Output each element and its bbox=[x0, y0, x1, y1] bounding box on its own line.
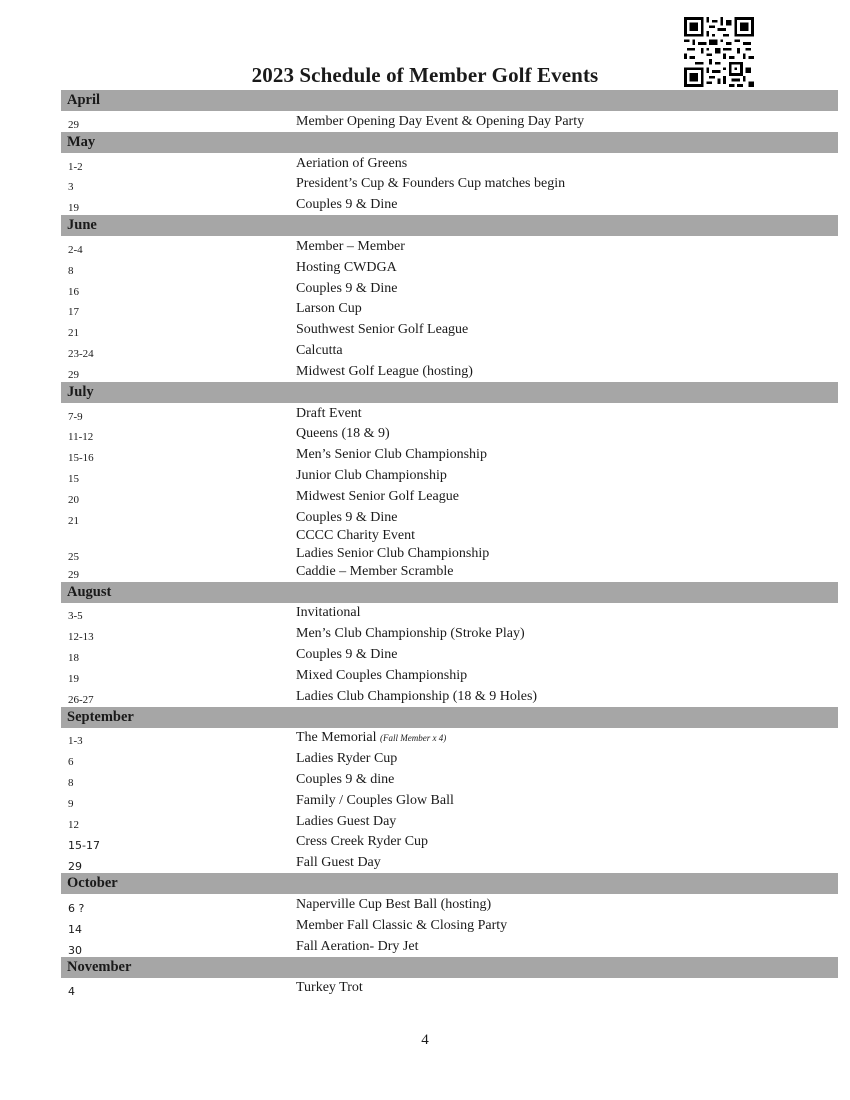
event-row bbox=[61, 465, 838, 486]
month-header-may: May bbox=[61, 132, 838, 153]
event-row bbox=[61, 686, 838, 707]
event-row bbox=[61, 153, 838, 174]
event-row bbox=[61, 603, 838, 624]
event-date: 21 bbox=[68, 514, 79, 527]
event-name: Calcutta bbox=[296, 342, 343, 358]
event-name: Men’s Senior Club Championship bbox=[296, 447, 487, 463]
month-header-june: June bbox=[61, 215, 838, 236]
event-date: 23-24 bbox=[68, 347, 94, 360]
event-row bbox=[61, 361, 838, 382]
event-date: 26-27 bbox=[68, 693, 94, 706]
event-name-cell bbox=[296, 918, 507, 934]
month-header-july: July bbox=[61, 382, 838, 403]
event-name-cell bbox=[296, 939, 418, 955]
event-row bbox=[61, 644, 838, 665]
event-row bbox=[61, 403, 838, 424]
event-row bbox=[61, 978, 838, 999]
event-date: 21 bbox=[68, 327, 79, 340]
event-name-cell bbox=[296, 114, 584, 130]
event-date: 7-9 bbox=[68, 410, 83, 423]
event-row bbox=[61, 623, 838, 644]
event-name: Caddie – Member Scramble bbox=[296, 563, 454, 579]
event-name: Turkey Trot bbox=[296, 980, 363, 996]
event-name-cell bbox=[296, 730, 446, 746]
month-header-august: August bbox=[61, 582, 838, 603]
event-name-cell bbox=[296, 406, 362, 422]
event-row bbox=[61, 748, 838, 769]
event-row bbox=[61, 424, 838, 445]
event-note: (Fall Member x 4) bbox=[379, 733, 447, 744]
event-name-cell bbox=[296, 197, 398, 213]
event-name-cell bbox=[296, 364, 473, 380]
event-name-cell bbox=[296, 156, 407, 172]
event-row bbox=[61, 257, 838, 278]
event-name: Midwest Senior Golf League bbox=[296, 488, 459, 504]
event-date: 8 bbox=[68, 264, 74, 277]
event-date: 29 bbox=[68, 860, 82, 874]
event-date: 14 bbox=[68, 922, 82, 936]
event-name-cell bbox=[296, 897, 491, 913]
event-row bbox=[61, 507, 838, 528]
event-row bbox=[61, 319, 838, 340]
event-name: Aeriation of Greens bbox=[296, 155, 408, 171]
event-name-cell bbox=[296, 605, 361, 621]
event-date: 1-3 bbox=[68, 735, 83, 748]
event-date: 4 bbox=[68, 985, 75, 999]
event-date: 25 bbox=[68, 550, 79, 563]
event-name: Midwest Golf League (hosting) bbox=[296, 363, 473, 379]
event-date: 6 ? bbox=[68, 901, 85, 915]
event-name: Couples 9 & Dine bbox=[296, 509, 398, 525]
event-name: Ladies Club Championship (18 & 9 Holes) bbox=[296, 688, 538, 704]
event-name: Southwest Senior Golf League bbox=[296, 322, 469, 338]
event-name-cell bbox=[296, 343, 343, 359]
event-name-cell bbox=[296, 489, 459, 505]
event-name: Men’s Club Championship (Stroke Play) bbox=[296, 626, 525, 642]
event-row bbox=[61, 299, 838, 320]
event-row bbox=[61, 546, 838, 564]
event-name: Fall Aeration- Dry Jet bbox=[296, 938, 419, 954]
event-row bbox=[61, 444, 838, 465]
page-title: 2023 Schedule of Member Golf Events bbox=[251, 63, 599, 87]
event-date: 29 bbox=[68, 118, 79, 131]
event-row bbox=[61, 194, 838, 215]
event-name-cell bbox=[296, 468, 447, 484]
event-date: 15-16 bbox=[68, 452, 94, 465]
event-name: Naperville Cup Best Ball (hosting) bbox=[296, 896, 492, 912]
event-row bbox=[61, 665, 838, 686]
event-row bbox=[61, 728, 838, 749]
event-name: Fall Guest Day bbox=[296, 855, 381, 871]
event-name: CCCC Charity Event bbox=[296, 527, 415, 543]
event-row bbox=[61, 564, 838, 582]
event-name: Draft Event bbox=[296, 405, 362, 421]
event-name-cell bbox=[296, 322, 468, 338]
event-name-cell bbox=[296, 668, 467, 684]
event-name: Ladies Guest Day bbox=[296, 813, 397, 829]
event-name-cell bbox=[296, 426, 390, 442]
event-date: 12 bbox=[68, 818, 79, 831]
event-row bbox=[61, 832, 838, 853]
event-date: 3 bbox=[68, 181, 74, 194]
event-date: 19 bbox=[68, 202, 79, 215]
event-row bbox=[61, 936, 838, 957]
event-name-cell bbox=[296, 528, 415, 544]
event-name: Junior Club Championship bbox=[296, 467, 447, 483]
event-name-cell bbox=[296, 772, 394, 788]
event-name-cell bbox=[296, 260, 397, 276]
event-name-cell bbox=[296, 447, 487, 463]
event-date: 30 bbox=[68, 943, 82, 957]
event-name: Cress Creek Ryder Cup bbox=[296, 834, 429, 850]
event-name-cell bbox=[296, 176, 565, 192]
event-name-cell bbox=[296, 301, 362, 317]
event-name-cell bbox=[296, 751, 397, 767]
event-date: 15-17 bbox=[68, 839, 100, 853]
schedule-table bbox=[61, 90, 838, 998]
event-name-cell bbox=[296, 834, 428, 850]
event-date: 16 bbox=[68, 285, 79, 298]
event-name: Family / Couples Glow Ball bbox=[296, 792, 454, 808]
event-name-cell bbox=[296, 689, 537, 705]
event-row bbox=[61, 111, 838, 132]
event-row bbox=[61, 486, 838, 507]
event-row bbox=[61, 894, 838, 915]
event-name: Couples 9 & Dine bbox=[296, 197, 398, 213]
event-name: Member Opening Day Event & Opening Day Party bbox=[296, 113, 585, 129]
month-header-september: September bbox=[61, 707, 838, 728]
event-row bbox=[61, 852, 838, 873]
event-date: 19 bbox=[68, 672, 79, 685]
event-row bbox=[61, 236, 838, 257]
event-date: 11-12 bbox=[68, 431, 94, 444]
event-date: 18 bbox=[68, 651, 79, 664]
page-number: 4 bbox=[421, 1032, 429, 1048]
event-name-cell bbox=[296, 239, 405, 255]
event-name-cell bbox=[296, 980, 363, 996]
event-name: Ladies Senior Club Championship bbox=[296, 545, 490, 561]
event-date: 1-2 bbox=[68, 160, 83, 173]
month-header-april: April bbox=[61, 90, 838, 111]
event-date: 29 bbox=[68, 368, 79, 381]
event-row bbox=[61, 915, 838, 936]
event-name-cell bbox=[296, 793, 454, 809]
event-row bbox=[61, 278, 838, 299]
event-name: Ladies Ryder Cup bbox=[296, 751, 398, 767]
event-name: Member – Member bbox=[296, 238, 405, 254]
event-row bbox=[61, 769, 838, 790]
month-header-october: October bbox=[61, 873, 838, 894]
event-name: Couples 9 & Dine bbox=[296, 646, 398, 662]
event-name-cell bbox=[296, 814, 396, 830]
event-date: 3-5 bbox=[68, 610, 83, 623]
event-date: 9 bbox=[68, 797, 74, 810]
event-name: President’s Cup & Founders Cup matches begin bbox=[296, 176, 566, 192]
event-name: The Memorial bbox=[296, 730, 377, 746]
event-name: Mixed Couples Championship bbox=[296, 667, 468, 683]
event-name: Member Fall Classic & Closing Party bbox=[296, 917, 508, 933]
event-row bbox=[61, 811, 838, 832]
event-date: 6 bbox=[68, 756, 74, 769]
event-date: 15 bbox=[68, 472, 79, 485]
event-row bbox=[61, 790, 838, 811]
event-name-cell bbox=[296, 281, 398, 297]
event-date: 17 bbox=[68, 306, 79, 319]
event-date: 29 bbox=[68, 568, 79, 581]
event-name-cell bbox=[296, 564, 453, 580]
event-name-cell bbox=[296, 647, 398, 663]
event-date: 12-13 bbox=[68, 631, 94, 644]
event-name-cell bbox=[296, 546, 489, 562]
event-name-cell bbox=[296, 510, 398, 526]
event-date: 2-4 bbox=[68, 243, 83, 256]
event-row bbox=[61, 174, 838, 195]
event-name: Couples 9 & Dine bbox=[296, 280, 398, 296]
event-name-cell bbox=[296, 855, 381, 871]
event-name-cell bbox=[296, 626, 525, 642]
event-name: Hosting CWDGA bbox=[296, 259, 397, 275]
event-name: Queens (18 & 9) bbox=[296, 426, 390, 442]
event-date: 20 bbox=[68, 493, 79, 506]
event-name: Couples 9 & dine bbox=[296, 771, 395, 787]
event-row bbox=[61, 528, 838, 546]
event-row bbox=[61, 340, 838, 361]
event-name: Invitational bbox=[296, 605, 361, 621]
event-name: Larson Cup bbox=[296, 301, 362, 317]
month-header-november: November bbox=[61, 957, 838, 978]
event-date: 8 bbox=[68, 776, 74, 789]
